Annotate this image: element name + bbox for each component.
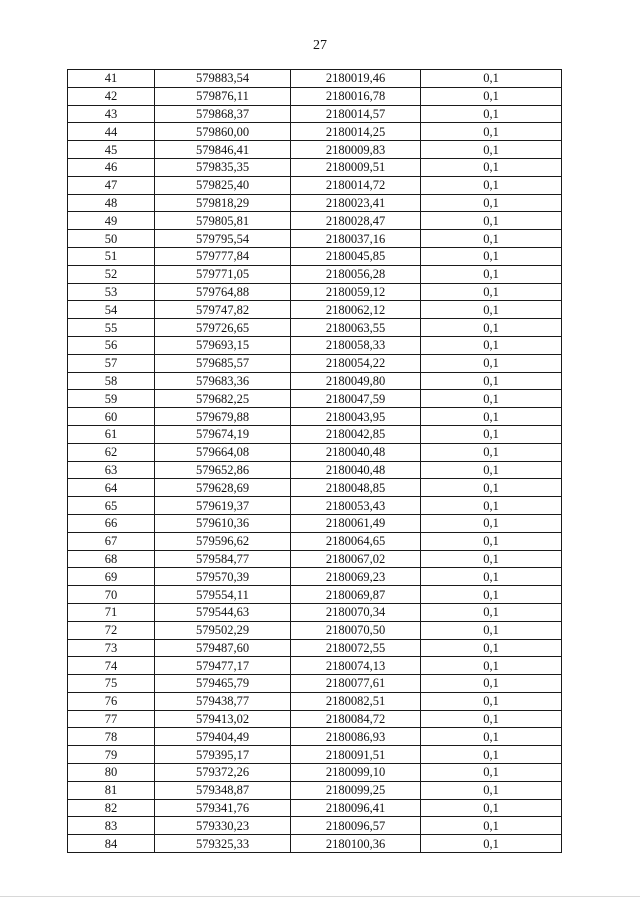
point-number-cell: 67 <box>68 532 155 550</box>
x-coordinate-cell: 579868,37 <box>155 105 291 123</box>
coordinates-table <box>67 69 562 853</box>
x-coordinate-cell: 579818,29 <box>155 194 291 212</box>
y-coordinate-cell: 2180045,85 <box>291 247 421 265</box>
point-number-cell: 54 <box>68 301 155 319</box>
accuracy-cell: 0,1 <box>421 746 562 764</box>
x-coordinate-cell: 579764,88 <box>155 283 291 301</box>
y-coordinate-cell: 2180059,12 <box>291 283 421 301</box>
accuracy-cell: 0,1 <box>421 603 562 621</box>
table-row <box>68 799 562 817</box>
accuracy-cell: 0,1 <box>421 176 562 194</box>
x-coordinate-cell: 579341,76 <box>155 799 291 817</box>
accuracy-cell: 0,1 <box>421 265 562 283</box>
y-coordinate-cell: 2180070,50 <box>291 621 421 639</box>
accuracy-cell: 0,1 <box>421 692 562 710</box>
y-coordinate-cell: 2180043,95 <box>291 408 421 426</box>
accuracy-cell: 0,1 <box>421 158 562 176</box>
y-coordinate-cell: 2180054,22 <box>291 354 421 372</box>
accuracy-cell: 0,1 <box>421 710 562 728</box>
x-coordinate-cell: 579685,57 <box>155 354 291 372</box>
x-coordinate-cell: 579682,25 <box>155 390 291 408</box>
x-coordinate-cell: 579674,19 <box>155 425 291 443</box>
point-number-cell: 55 <box>68 319 155 337</box>
accuracy-cell: 0,1 <box>421 781 562 799</box>
accuracy-cell: 0,1 <box>421 247 562 265</box>
table-row <box>68 230 562 248</box>
y-coordinate-cell: 2180069,23 <box>291 568 421 586</box>
point-number-cell: 72 <box>68 621 155 639</box>
table-row <box>68 354 562 372</box>
accuracy-cell: 0,1 <box>421 212 562 230</box>
accuracy-cell: 0,1 <box>421 372 562 390</box>
x-coordinate-cell: 579777,84 <box>155 247 291 265</box>
point-number-cell: 68 <box>68 550 155 568</box>
accuracy-cell: 0,1 <box>421 354 562 372</box>
table-row <box>68 301 562 319</box>
point-number-cell: 51 <box>68 247 155 265</box>
y-coordinate-cell: 2180067,02 <box>291 550 421 568</box>
y-coordinate-cell: 2180047,59 <box>291 390 421 408</box>
y-coordinate-cell: 2180009,51 <box>291 158 421 176</box>
accuracy-cell: 0,1 <box>421 319 562 337</box>
point-number-cell: 59 <box>68 390 155 408</box>
x-coordinate-cell: 579795,54 <box>155 230 291 248</box>
accuracy-cell: 0,1 <box>421 461 562 479</box>
table-row <box>68 158 562 176</box>
accuracy-cell: 0,1 <box>421 835 562 853</box>
y-coordinate-cell: 2180099,10 <box>291 764 421 782</box>
y-coordinate-cell: 2180091,51 <box>291 746 421 764</box>
y-coordinate-cell: 2180063,55 <box>291 319 421 337</box>
x-coordinate-cell: 579876,11 <box>155 87 291 105</box>
y-coordinate-cell: 2180074,13 <box>291 657 421 675</box>
table-row <box>68 212 562 230</box>
y-coordinate-cell: 2180037,16 <box>291 230 421 248</box>
table-row <box>68 105 562 123</box>
x-coordinate-cell: 579883,54 <box>155 70 291 88</box>
y-coordinate-cell: 2180053,43 <box>291 497 421 515</box>
point-number-cell: 61 <box>68 425 155 443</box>
accuracy-cell: 0,1 <box>421 799 562 817</box>
accuracy-cell: 0,1 <box>421 764 562 782</box>
table-row <box>68 728 562 746</box>
accuracy-cell: 0,1 <box>421 425 562 443</box>
point-number-cell: 74 <box>68 657 155 675</box>
point-number-cell: 63 <box>68 461 155 479</box>
table-row <box>68 87 562 105</box>
point-number-cell: 82 <box>68 799 155 817</box>
table-row <box>68 479 562 497</box>
table-row <box>68 586 562 604</box>
x-coordinate-cell: 579664,08 <box>155 443 291 461</box>
table-row <box>68 70 562 88</box>
x-coordinate-cell: 579372,26 <box>155 764 291 782</box>
table-row <box>68 141 562 159</box>
table-row <box>68 408 562 426</box>
y-coordinate-cell: 2180077,61 <box>291 675 421 693</box>
x-coordinate-cell: 579502,29 <box>155 621 291 639</box>
y-coordinate-cell: 2180019,46 <box>291 70 421 88</box>
y-coordinate-cell: 2180049,80 <box>291 372 421 390</box>
x-coordinate-cell: 579584,77 <box>155 550 291 568</box>
x-coordinate-cell: 579596,62 <box>155 532 291 550</box>
table-row <box>68 176 562 194</box>
accuracy-cell: 0,1 <box>421 443 562 461</box>
x-coordinate-cell: 579726,65 <box>155 319 291 337</box>
table-row <box>68 764 562 782</box>
point-number-cell: 60 <box>68 408 155 426</box>
accuracy-cell: 0,1 <box>421 657 562 675</box>
y-coordinate-cell: 2180100,36 <box>291 835 421 853</box>
x-coordinate-cell: 579325,33 <box>155 835 291 853</box>
x-coordinate-cell: 579628,69 <box>155 479 291 497</box>
y-coordinate-cell: 2180014,57 <box>291 105 421 123</box>
accuracy-cell: 0,1 <box>421 70 562 88</box>
accuracy-cell: 0,1 <box>421 586 562 604</box>
point-number-cell: 57 <box>68 354 155 372</box>
y-coordinate-cell: 2180096,41 <box>291 799 421 817</box>
table-row <box>68 603 562 621</box>
point-number-cell: 49 <box>68 212 155 230</box>
table-row <box>68 425 562 443</box>
y-coordinate-cell: 2180014,72 <box>291 176 421 194</box>
point-number-cell: 45 <box>68 141 155 159</box>
table-row <box>68 265 562 283</box>
point-number-cell: 66 <box>68 514 155 532</box>
point-number-cell: 84 <box>68 835 155 853</box>
accuracy-cell: 0,1 <box>421 105 562 123</box>
point-number-cell: 58 <box>68 372 155 390</box>
y-coordinate-cell: 2180056,28 <box>291 265 421 283</box>
accuracy-cell: 0,1 <box>421 390 562 408</box>
table-row <box>68 675 562 693</box>
x-coordinate-cell: 579610,36 <box>155 514 291 532</box>
point-number-cell: 75 <box>68 675 155 693</box>
x-coordinate-cell: 579846,41 <box>155 141 291 159</box>
accuracy-cell: 0,1 <box>421 194 562 212</box>
y-coordinate-cell: 2180064,65 <box>291 532 421 550</box>
y-coordinate-cell: 2180061,49 <box>291 514 421 532</box>
table-row <box>68 443 562 461</box>
y-coordinate-cell: 2180040,48 <box>291 443 421 461</box>
accuracy-cell: 0,1 <box>421 728 562 746</box>
table-row <box>68 390 562 408</box>
x-coordinate-cell: 579683,36 <box>155 372 291 390</box>
y-coordinate-cell: 2180016,78 <box>291 87 421 105</box>
accuracy-cell: 0,1 <box>421 550 562 568</box>
point-number-cell: 80 <box>68 764 155 782</box>
table-row <box>68 461 562 479</box>
y-coordinate-cell: 2180062,12 <box>291 301 421 319</box>
point-number-cell: 52 <box>68 265 155 283</box>
point-number-cell: 65 <box>68 497 155 515</box>
accuracy-cell: 0,1 <box>421 621 562 639</box>
point-number-cell: 42 <box>68 87 155 105</box>
y-coordinate-cell: 2180009,83 <box>291 141 421 159</box>
point-number-cell: 47 <box>68 176 155 194</box>
point-number-cell: 64 <box>68 479 155 497</box>
y-coordinate-cell: 2180099,25 <box>291 781 421 799</box>
x-coordinate-cell: 579544,63 <box>155 603 291 621</box>
accuracy-cell: 0,1 <box>421 301 562 319</box>
accuracy-cell: 0,1 <box>421 479 562 497</box>
table-row <box>68 817 562 835</box>
point-number-cell: 73 <box>68 639 155 657</box>
y-coordinate-cell: 2180014,25 <box>291 123 421 141</box>
x-coordinate-cell: 579619,37 <box>155 497 291 515</box>
point-number-cell: 70 <box>68 586 155 604</box>
x-coordinate-cell: 579413,02 <box>155 710 291 728</box>
y-coordinate-cell: 2180023,41 <box>291 194 421 212</box>
point-number-cell: 81 <box>68 781 155 799</box>
table-row <box>68 532 562 550</box>
accuracy-cell: 0,1 <box>421 87 562 105</box>
point-number-cell: 44 <box>68 123 155 141</box>
y-coordinate-cell: 2180070,34 <box>291 603 421 621</box>
coordinates-table-body <box>68 70 562 853</box>
accuracy-cell: 0,1 <box>421 817 562 835</box>
table-row <box>68 657 562 675</box>
table-row <box>68 692 562 710</box>
accuracy-cell: 0,1 <box>421 123 562 141</box>
point-number-cell: 77 <box>68 710 155 728</box>
table-row <box>68 283 562 301</box>
point-number-cell: 56 <box>68 336 155 354</box>
table-row <box>68 746 562 764</box>
point-number-cell: 62 <box>68 443 155 461</box>
point-number-cell: 46 <box>68 158 155 176</box>
x-coordinate-cell: 579395,17 <box>155 746 291 764</box>
point-number-cell: 69 <box>68 568 155 586</box>
x-coordinate-cell: 579693,15 <box>155 336 291 354</box>
table-row <box>68 781 562 799</box>
accuracy-cell: 0,1 <box>421 639 562 657</box>
y-coordinate-cell: 2180084,72 <box>291 710 421 728</box>
point-number-cell: 43 <box>68 105 155 123</box>
y-coordinate-cell: 2180042,85 <box>291 425 421 443</box>
y-coordinate-cell: 2180048,85 <box>291 479 421 497</box>
accuracy-cell: 0,1 <box>421 230 562 248</box>
table-row <box>68 336 562 354</box>
table-row <box>68 568 562 586</box>
point-number-cell: 78 <box>68 728 155 746</box>
x-coordinate-cell: 579679,88 <box>155 408 291 426</box>
x-coordinate-cell: 579330,23 <box>155 817 291 835</box>
table-row <box>68 550 562 568</box>
point-number-cell: 76 <box>68 692 155 710</box>
y-coordinate-cell: 2180028,47 <box>291 212 421 230</box>
x-coordinate-cell: 579860,00 <box>155 123 291 141</box>
x-coordinate-cell: 579825,40 <box>155 176 291 194</box>
y-coordinate-cell: 2180069,87 <box>291 586 421 604</box>
x-coordinate-cell: 579487,60 <box>155 639 291 657</box>
y-coordinate-cell: 2180058,33 <box>291 336 421 354</box>
x-coordinate-cell: 579465,79 <box>155 675 291 693</box>
table-row <box>68 123 562 141</box>
y-coordinate-cell: 2180082,51 <box>291 692 421 710</box>
accuracy-cell: 0,1 <box>421 675 562 693</box>
point-number-cell: 53 <box>68 283 155 301</box>
y-coordinate-cell: 2180040,48 <box>291 461 421 479</box>
x-coordinate-cell: 579835,35 <box>155 158 291 176</box>
accuracy-cell: 0,1 <box>421 568 562 586</box>
table-row <box>68 514 562 532</box>
accuracy-cell: 0,1 <box>421 336 562 354</box>
table-row <box>68 372 562 390</box>
x-coordinate-cell: 579805,81 <box>155 212 291 230</box>
page-bottom-edge <box>0 896 640 897</box>
table-row <box>68 710 562 728</box>
x-coordinate-cell: 579404,49 <box>155 728 291 746</box>
x-coordinate-cell: 579747,82 <box>155 301 291 319</box>
table-row <box>68 319 562 337</box>
point-number-cell: 83 <box>68 817 155 835</box>
x-coordinate-cell: 579438,77 <box>155 692 291 710</box>
table-row <box>68 194 562 212</box>
y-coordinate-cell: 2180096,57 <box>291 817 421 835</box>
x-coordinate-cell: 579477,17 <box>155 657 291 675</box>
x-coordinate-cell: 579348,87 <box>155 781 291 799</box>
point-number-cell: 48 <box>68 194 155 212</box>
x-coordinate-cell: 579554,11 <box>155 586 291 604</box>
accuracy-cell: 0,1 <box>421 283 562 301</box>
table-row <box>68 621 562 639</box>
accuracy-cell: 0,1 <box>421 408 562 426</box>
accuracy-cell: 0,1 <box>421 532 562 550</box>
table-row <box>68 835 562 853</box>
x-coordinate-cell: 579771,05 <box>155 265 291 283</box>
accuracy-cell: 0,1 <box>421 514 562 532</box>
table-row <box>68 247 562 265</box>
y-coordinate-cell: 2180072,55 <box>291 639 421 657</box>
x-coordinate-cell: 579652,86 <box>155 461 291 479</box>
point-number-cell: 41 <box>68 70 155 88</box>
x-coordinate-cell: 579570,39 <box>155 568 291 586</box>
accuracy-cell: 0,1 <box>421 141 562 159</box>
y-coordinate-cell: 2180086,93 <box>291 728 421 746</box>
point-number-cell: 71 <box>68 603 155 621</box>
page-number: 27 <box>313 38 327 53</box>
table-row <box>68 497 562 515</box>
point-number-cell: 79 <box>68 746 155 764</box>
point-number-cell: 50 <box>68 230 155 248</box>
accuracy-cell: 0,1 <box>421 497 562 515</box>
table-row <box>68 639 562 657</box>
